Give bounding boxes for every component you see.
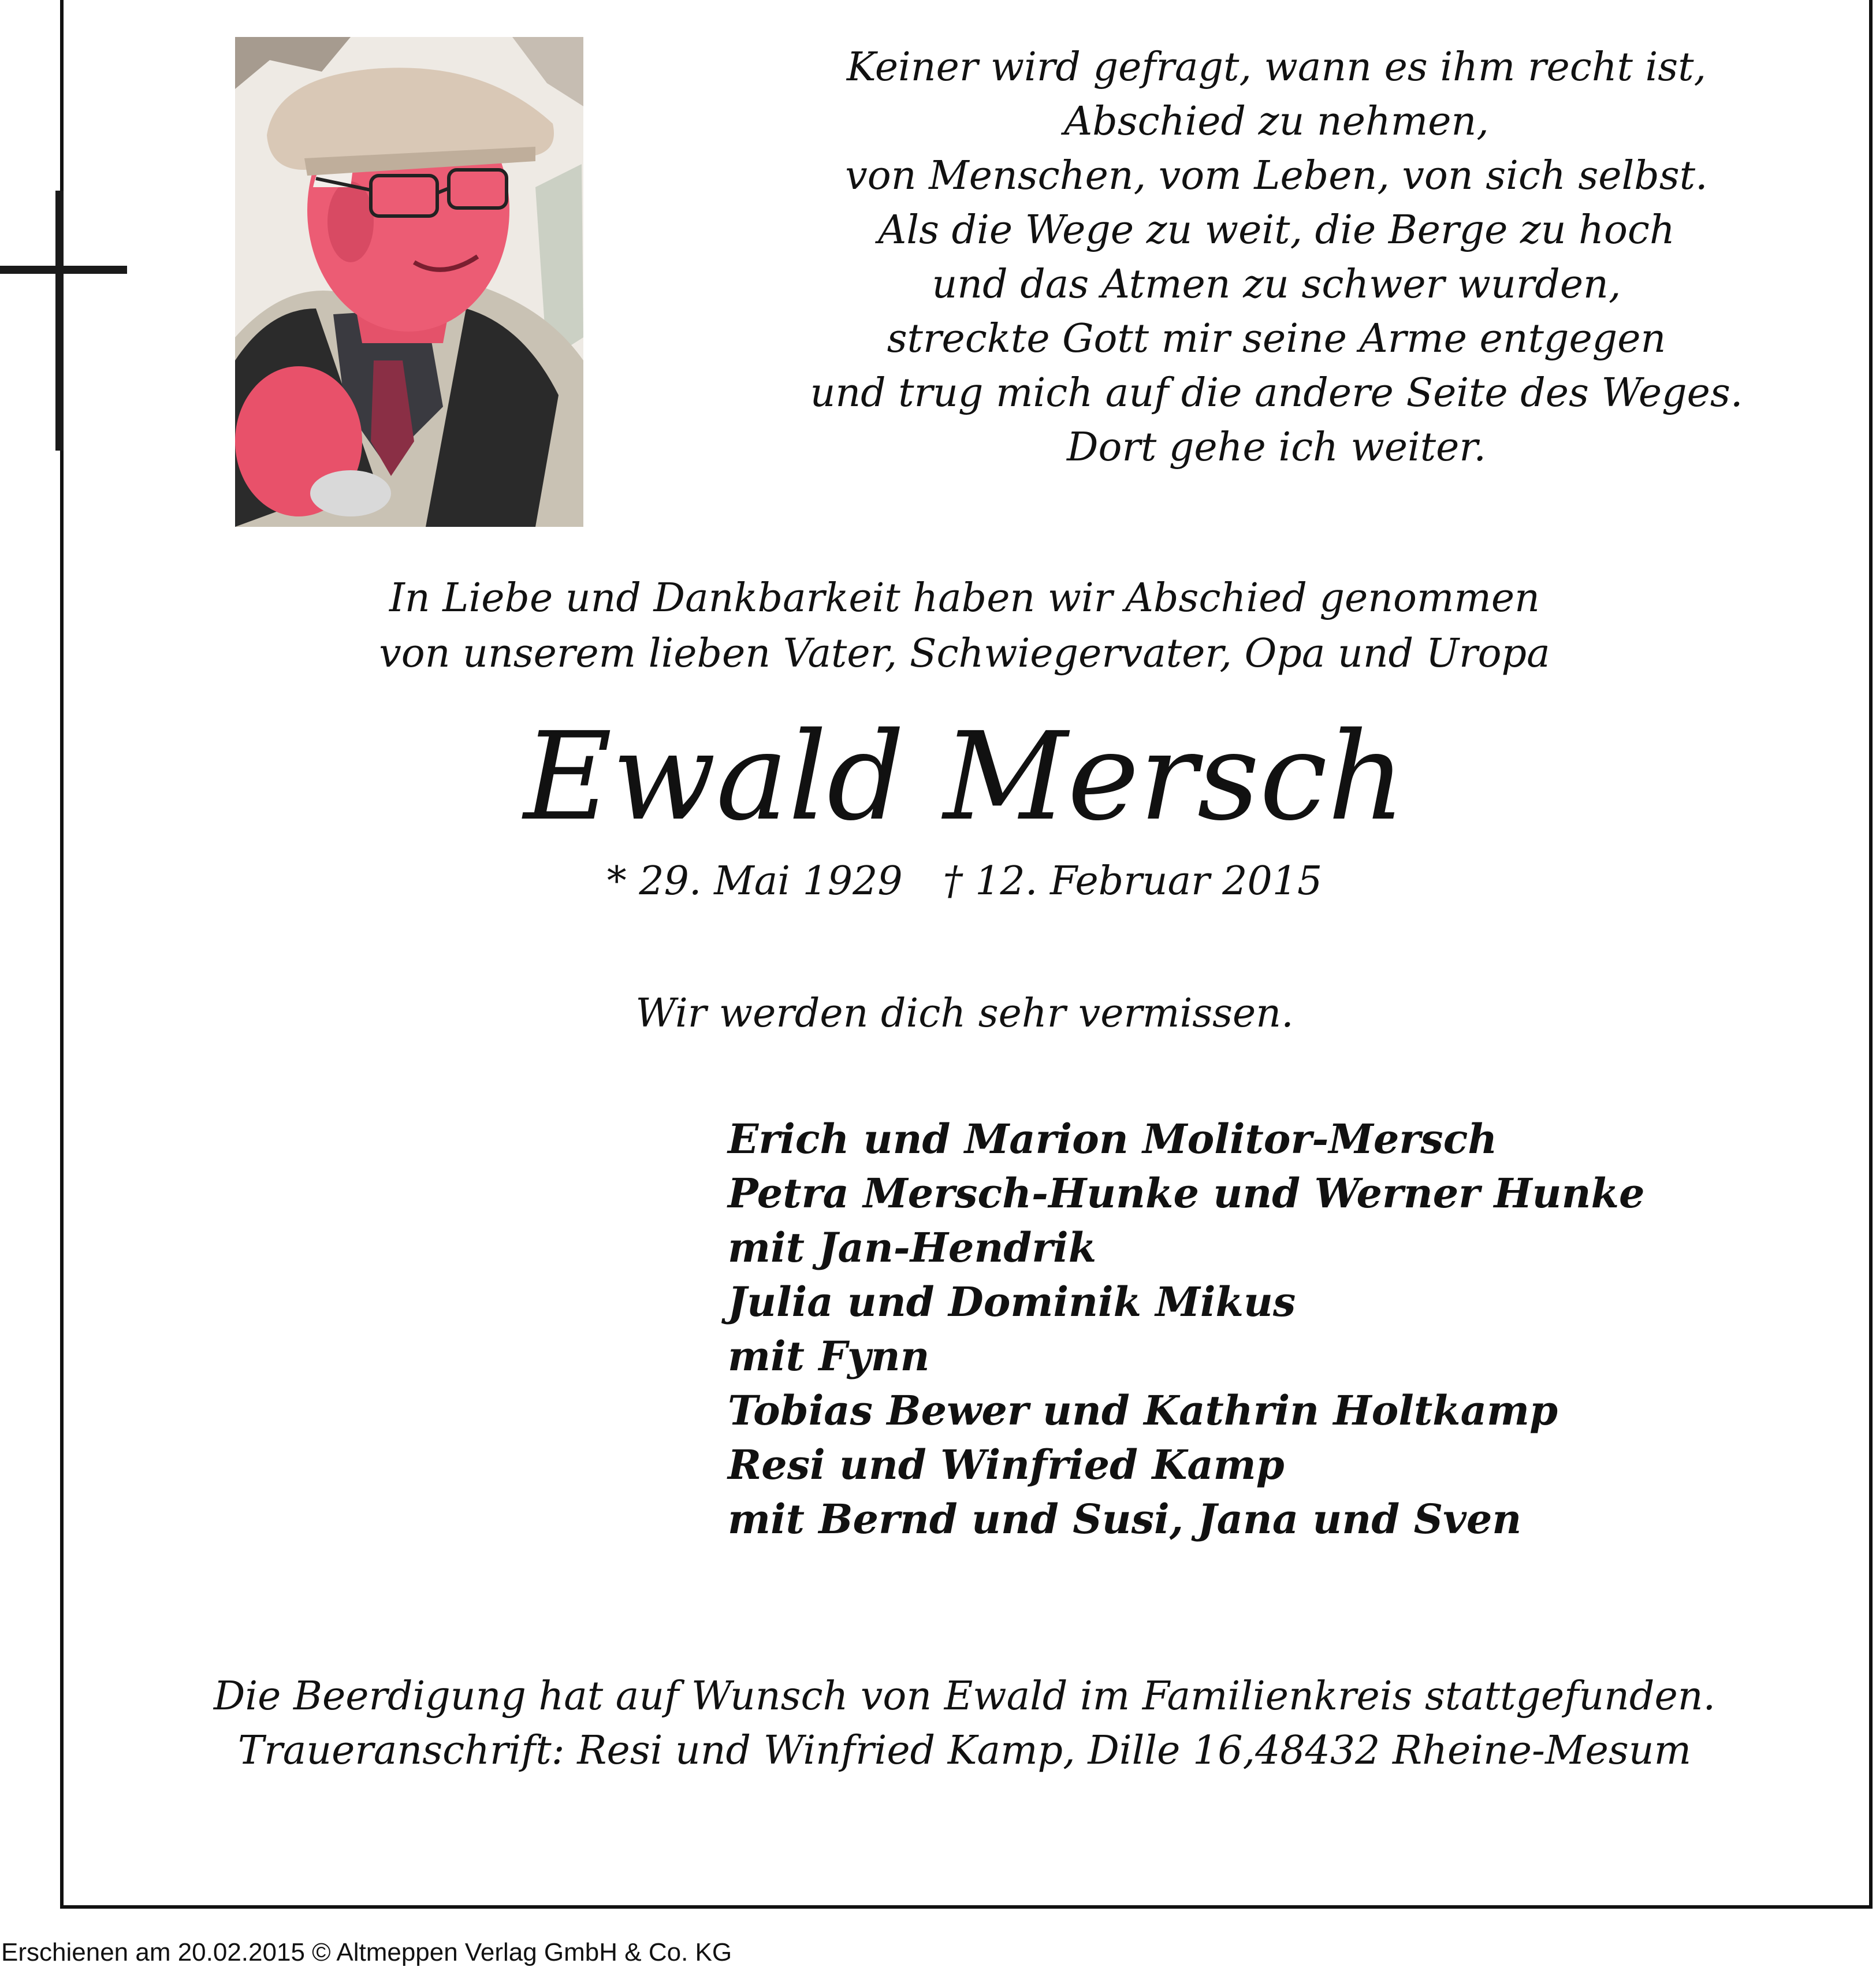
death-date: † 12. Februar 2015 — [943, 858, 1323, 904]
mourner-entry: Resi und Winfried Kamp — [728, 1441, 1285, 1489]
poem-line: und trug mich auf die andere Seite des Weges. — [810, 370, 1743, 416]
mourner-entry: Petra Mersch-Hunke und Werner Hunke — [728, 1169, 1645, 1217]
intro-text — [243, 571, 1687, 682]
mourners-list — [728, 1112, 1767, 1546]
mourner-entry: Tobias Bewer und Kathrin Holtkamp — [728, 1386, 1558, 1434]
deceased-name: Ewald Mersch — [523, 706, 1406, 847]
poem-line: streckte Gott mir seine Arme entgegen — [887, 316, 1666, 362]
poem-line: Abschied zu nehmen, — [1064, 99, 1489, 144]
funeral-note — [127, 1670, 1802, 1778]
poem-line: Als die Wege zu weit, die Berge zu hoch — [878, 207, 1675, 253]
closing-line: Wir werden dich sehr vermissen. — [635, 991, 1294, 1036]
mourner-entry: mit Fynn — [728, 1332, 930, 1380]
poem-line: Dort gehe ich weiter. — [1067, 425, 1486, 470]
portrait-photo — [235, 37, 583, 527]
intro-line: In Liebe und Dankbarkeit haben wir Abschied genommen — [389, 575, 1540, 621]
poem-line: von Menschen, vom Leben, von sich selbst. — [845, 153, 1708, 199]
funeral-note-line: Die Beerdigung hat auf Wunsch von Ewald im Familienkreis stattgefunden. — [213, 1674, 1716, 1719]
publication-credit: Erschienen am 20.02.2015 © Altmeppen Verlag GmbH & Co. KG — [1, 1938, 732, 1966]
birth-date: * 29. Mai 1929 — [606, 858, 903, 904]
mourner-entry: mit Jan-Hendrik — [728, 1224, 1097, 1271]
mourner-entry: Julia und Dominik Mikus — [728, 1278, 1296, 1326]
poem-line: Keiner wird gefragt, wann es ihm recht ist, — [846, 44, 1707, 90]
mourning-address: Traueranschrift: Resi und Winfried Kamp, Dille 16,48432 Rheine-Mesum — [237, 1728, 1692, 1773]
poem-line: und das Atmen zu schwer wurden, — [932, 262, 1621, 307]
poem — [739, 40, 1814, 475]
cross-icon — [0, 191, 127, 451]
mourner-entry: mit Bernd und Susi, Jana und Sven — [728, 1495, 1522, 1543]
mourner-entry: Erich und Marion Molitor-Mersch — [728, 1115, 1498, 1163]
intro-line: von unserem lieben Vater, Schwiegervater, Opa und Uropa — [379, 631, 1550, 676]
life-dates — [243, 854, 1687, 909]
